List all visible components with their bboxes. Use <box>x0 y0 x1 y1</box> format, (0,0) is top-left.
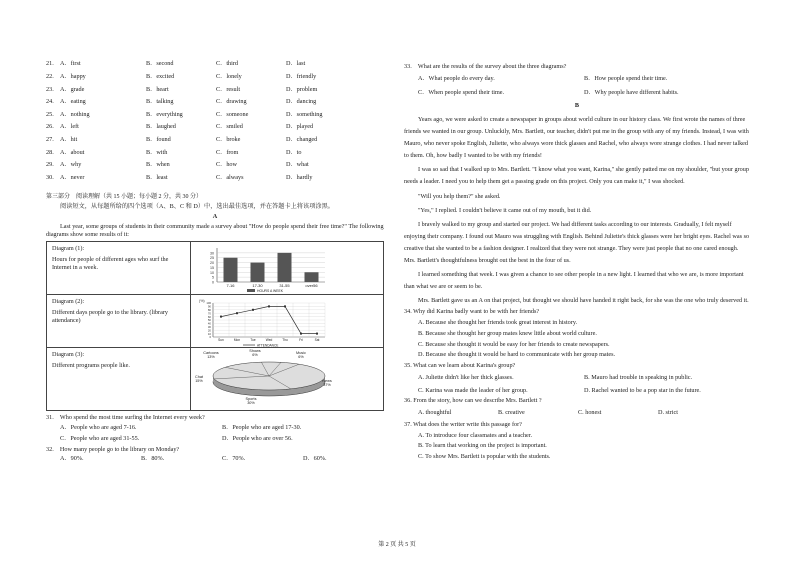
x-tick-label: 31-55 <box>279 283 290 289</box>
passage-paragraph: I learned something that week. I was given a chance to see other people in a new light. I learned that who we are, is more important than what we are or seem to be. <box>404 271 744 291</box>
question-options <box>404 319 750 359</box>
question-text: 32. How many people go to the library on Monday? <box>46 445 180 453</box>
legend-swatch <box>247 289 255 292</box>
bar-chart <box>191 242 383 294</box>
y-tick-label: 80 <box>207 308 211 313</box>
option-c[interactable]: C．drawing <box>216 98 247 106</box>
legend-label: HOURS A WEEK <box>257 289 283 294</box>
question-36 <box>404 397 750 417</box>
option-a[interactable]: A．about <box>60 148 85 156</box>
option-d[interactable]: D．People who are over 56. <box>222 434 293 442</box>
slice-label: News <box>322 379 332 384</box>
option-a[interactable]: A．happy <box>60 73 86 81</box>
option-c[interactable]: C. To show Mrs. Bartlett is popular with the students. <box>418 453 551 461</box>
slice-value: 13% <box>207 355 215 360</box>
right-column <box>404 63 750 464</box>
data-point <box>284 306 286 308</box>
page-footer: 第 2 页 共 5 页 <box>378 541 416 548</box>
x-tick-label: Sat <box>314 338 320 343</box>
option-a[interactable]: A．What people do every day. <box>418 74 495 82</box>
option-d[interactable]: D. Rachel wanted to be a pop star in the future. <box>584 386 701 394</box>
diagram-row-1 <box>47 242 383 295</box>
option-c[interactable]: C．how <box>216 161 237 169</box>
question-number: 26. <box>46 123 54 131</box>
option-a[interactable]: A．90%. <box>60 455 84 463</box>
data-point <box>268 306 270 308</box>
section-instruction: 阅读短文，从每题所给的四个选项（A、B、C 和 D）中，选出最佳选项，并在答题卡上将该项涂黑。 <box>60 203 334 211</box>
passage-paragraph: I bravely walked to my group and started our project. We had different tasks according to our interests. Gradually, I felt myself enjoying their company. I found out Mauro was struggling with English. Behind Juliette's thick glasses were her bright eyes. Rachel was so creative that she wanted to be a fashion designer. I realized that they were not strange. They were just people that no one cared enough. Mrs. Bartlett's thoughtfulness brought out the best in the four of us. <box>404 220 750 265</box>
data-point <box>220 316 222 318</box>
option-b[interactable]: B. Because she thought her group mates knew little about world culture. <box>418 329 597 337</box>
y-tick-label: 70 <box>207 311 211 316</box>
passage-label-a: A <box>212 213 218 221</box>
option-a[interactable]: A. To introduce four classmates and a teacher. <box>418 431 533 439</box>
question-options <box>404 409 750 417</box>
data-point <box>300 333 302 335</box>
diagram-desc: Different days people go to the library. (library attendance) <box>52 309 168 324</box>
option-c[interactable]: C．always <box>216 173 244 181</box>
diagram-row-3 <box>47 348 383 410</box>
question-31 <box>46 414 384 445</box>
option-row <box>46 159 384 172</box>
question-options <box>404 374 750 398</box>
x-tick-label: Mon <box>233 338 241 343</box>
slice-label: Cartoons <box>203 351 219 356</box>
question-options <box>404 432 750 461</box>
y-tick-label: 10 <box>210 271 214 276</box>
bar <box>278 253 292 282</box>
y-tick-label: 15 <box>210 266 214 271</box>
x-tick-label: Fri <box>299 338 303 343</box>
question-number: 23. <box>46 85 54 93</box>
x-tick-label: Tue <box>250 338 256 343</box>
option-b[interactable]: B．second <box>146 60 174 68</box>
x-tick-label: over56 <box>305 283 318 289</box>
option-a[interactable]: A．grade <box>60 85 85 93</box>
option-d[interactable]: D. strict <box>658 409 678 417</box>
diagram-row-2 <box>47 295 383 348</box>
slice-value: 6% <box>298 355 304 360</box>
option-c[interactable]: C．70%. <box>222 455 246 463</box>
option-c[interactable]: C．result <box>216 85 241 93</box>
slice-label: Music <box>296 351 306 356</box>
option-b[interactable]: B．laughed <box>146 123 176 131</box>
option-b[interactable]: B. To learn that working on the project is important. <box>418 442 547 450</box>
y-tick-label: 100 <box>206 301 211 306</box>
option-row <box>46 146 384 159</box>
diagram-title: Diagram (2): <box>52 298 85 306</box>
passage-paragraph: "Will you help them?" she asked. <box>418 192 501 200</box>
question-33 <box>404 63 750 99</box>
legend-label: ATTENDANCE <box>257 343 279 348</box>
question-text: 34. Why did Karina badly want to be with her friends? <box>404 308 540 316</box>
option-row <box>46 83 384 96</box>
y-tick-label: 10 <box>207 332 211 337</box>
option-b[interactable]: B．People who are aged 17-30. <box>222 424 302 432</box>
pie-chart <box>191 348 383 410</box>
question-options <box>46 455 384 466</box>
question-number: 28. <box>46 148 54 156</box>
slice-value: 15% <box>195 379 203 384</box>
option-row <box>46 58 384 71</box>
option-b[interactable]: B．found <box>146 135 171 143</box>
option-a[interactable]: A. Because she thought her friends took great interest in history. <box>418 319 578 327</box>
option-c[interactable]: C．someone <box>216 110 249 118</box>
line-chart <box>191 295 383 347</box>
passage-paragraph: Mrs. Bartlett gave us an A on that project, but thought we should have handed it right back, for she was the one who truly deserved it. <box>418 297 749 305</box>
option-d[interactable]: D．friendly <box>286 73 317 81</box>
question-text: 31. Who spend the most time surfing the Internet every week? <box>46 414 205 422</box>
x-tick-label: Sun <box>218 338 224 343</box>
option-d[interactable]: D．dancing <box>286 98 317 106</box>
section-title: 第三部分 阅读理解（共 15 小题；每小题 2 分，共 30 分） <box>46 193 203 200</box>
diagram-table <box>46 241 384 411</box>
option-b[interactable]: B. creative <box>498 409 525 417</box>
y-tick-label: 50 <box>207 318 211 323</box>
passage-b <box>404 114 750 307</box>
option-a[interactable]: A．People who are aged 7-16. <box>60 424 137 432</box>
x-tick-label: Thu <box>282 338 288 343</box>
option-c[interactable]: C．third <box>216 60 239 68</box>
question-number: 29. <box>46 161 54 169</box>
y-tick-label: 40 <box>207 322 211 327</box>
option-a[interactable]: A．why <box>60 161 82 169</box>
question-text: 37. What does the writer write this passage for? <box>404 420 522 428</box>
slice-label: Chat <box>194 375 204 380</box>
option-d[interactable]: D．changed <box>286 135 318 143</box>
option-row <box>46 121 384 134</box>
question-number: 24. <box>46 98 54 106</box>
y-tick-label: 20 <box>207 328 211 333</box>
y-tick-label: 30 <box>210 251 214 256</box>
data-point <box>316 333 318 335</box>
question-number: 25. <box>46 110 54 118</box>
option-a[interactable]: A．first <box>60 60 81 68</box>
diagram-title: Diagram (3): <box>52 351 85 359</box>
question-number: 22. <box>46 73 54 81</box>
left-column <box>46 58 384 466</box>
option-b[interactable]: B．How people spend their time. <box>584 74 668 82</box>
option-c[interactable]: C．smiled <box>216 123 243 131</box>
question-number: 30. <box>46 173 54 181</box>
option-c[interactable]: C. honest <box>578 409 602 417</box>
diagram-desc: Different programs people like. <box>52 362 130 370</box>
option-c[interactable]: C．broke <box>216 135 241 143</box>
question-number: 21. <box>46 60 54 68</box>
data-point <box>236 313 238 315</box>
option-c[interactable]: C．lonely <box>216 73 242 81</box>
question-text: 36. From the story, how can we describe Mrs. Bartlett ? <box>404 397 542 405</box>
data-point <box>252 309 254 311</box>
option-c[interactable]: C. Karina was made the leader of her group. <box>418 386 528 394</box>
passage-a-intro: Last year, some groups of students in their community made a survey about "How do people spend their free time?" The following diagrams show some results of it: <box>46 222 384 238</box>
passage-label-b: B <box>574 102 580 110</box>
diagram-title: Diagram (1): <box>52 245 85 253</box>
bar <box>305 273 319 283</box>
question-options <box>404 75 750 100</box>
pie-chart-svg <box>191 348 383 409</box>
slice-label: Sports <box>245 397 257 402</box>
question-37 <box>404 421 750 461</box>
y-tick-label: 0 <box>212 280 214 285</box>
line-chart-svg <box>191 295 383 347</box>
option-c[interactable]: C．from <box>216 148 239 156</box>
option-c[interactable]: C. Because she thought it would be easy for her friends to create newspapers. <box>418 340 610 348</box>
option-b[interactable]: B．everything <box>146 110 183 118</box>
option-b[interactable]: B．heart <box>146 85 169 93</box>
option-a[interactable]: A. thoughtful <box>418 409 452 417</box>
option-row <box>46 96 384 109</box>
slice-value: 6% <box>252 353 258 358</box>
option-d[interactable]: D．played <box>286 123 314 131</box>
diagram-label <box>47 295 191 347</box>
option-a[interactable]: A．hit <box>60 135 78 143</box>
option-d[interactable]: D．something <box>286 110 323 118</box>
question-text: 33. What are the results of the survey about the three diagrams? <box>404 63 567 70</box>
y-axis-label: (%) <box>199 299 205 304</box>
option-d[interactable]: D. Because she thought it would be hard to communicate with her group mates. <box>418 351 616 359</box>
option-b[interactable]: B．excited <box>146 73 175 81</box>
option-row <box>46 71 384 84</box>
question-34 <box>404 308 750 359</box>
slice-label: Shows <box>249 349 261 354</box>
option-d[interactable]: D．Why people have different habits. <box>584 88 679 96</box>
option-a[interactable]: A．never <box>60 173 85 181</box>
x-tick-label: 7-16 <box>226 283 235 289</box>
question-text: 35. What can we learn about Karina's group? <box>404 362 516 370</box>
bar <box>251 263 265 282</box>
diagram-label <box>47 242 191 294</box>
option-row <box>46 108 384 121</box>
option-b[interactable]: B．with <box>146 148 168 156</box>
y-tick-label: 90 <box>207 305 211 310</box>
passage-paragraph: Years ago, we were asked to create a newspaper in groups about world culture in our history class. We first wrote the names of three friends we wanted in our group. Unluckily, Mrs. Bartlett, our teacher, didn't put me in the group with any of my friends. Instead, I was with Mauro, who never spoke English, Juliette, who always wore thick glasses and Rachel, who always wore strange clothes. I had never talked to them. Oh, how badly I wanted to be with my friends! <box>404 116 749 160</box>
option-b[interactable]: B．least <box>146 173 168 181</box>
question-32 <box>46 446 384 467</box>
options-grid <box>46 58 384 184</box>
option-b[interactable]: B．80%. <box>141 455 165 463</box>
option-a[interactable]: A．eating <box>60 98 86 106</box>
diagram-desc: Hours for people of different ages who surf the Internet in a week. <box>52 256 169 271</box>
question-35 <box>404 362 750 397</box>
y-tick-label: 5 <box>212 276 214 281</box>
option-row <box>46 134 384 147</box>
option-d[interactable]: D．what <box>286 161 309 169</box>
option-d[interactable]: D．last <box>286 60 306 68</box>
x-tick-label: 17-30 <box>252 283 263 289</box>
slice-value: 37% <box>323 383 331 388</box>
y-tick-label: 25 <box>210 256 214 261</box>
y-tick-label: 60 <box>207 315 211 320</box>
option-b[interactable]: B. Mauro had trouble in speaking in public. <box>584 373 693 381</box>
option-b[interactable]: B．talking <box>146 98 174 106</box>
option-a[interactable]: A．left <box>60 123 79 131</box>
diagram-label <box>47 348 191 410</box>
question-number: 27. <box>46 135 54 143</box>
option-a[interactable]: A. Juliette didn't like her thick glasses. <box>418 373 514 381</box>
option-row <box>46 171 384 184</box>
y-tick-label: 0 <box>209 335 211 340</box>
option-c[interactable]: C．People who are aged 31-55. <box>60 434 140 442</box>
option-c[interactable]: C．When people spend their time. <box>418 88 505 96</box>
y-tick-label: 20 <box>210 261 214 266</box>
passage-paragraph: I was so sad that I walked up to Mrs. Bartlett. "I know what you want, Karina," she gently patted me on my shoulder, "but your group needs a leader. I need you to help them get a passing grade on this project. Only you can make it," I was shocked. <box>404 166 749 186</box>
x-tick-label: Wed <box>265 338 273 343</box>
question-options <box>46 424 384 446</box>
bar-chart-svg <box>191 242 383 294</box>
option-d[interactable]: D．hardly <box>286 173 313 181</box>
option-d[interactable]: D．problem <box>286 85 318 93</box>
y-tick-label: 30 <box>207 325 211 330</box>
option-d[interactable]: D．60%. <box>303 455 327 463</box>
passage-paragraph: "Yes," I replied. I couldn't believe it came out of my mouth, but it did. <box>418 206 592 214</box>
bar <box>224 258 238 282</box>
slice-value: 30% <box>247 401 255 406</box>
option-d[interactable]: D．to <box>286 148 302 156</box>
option-a[interactable]: A．nothing <box>60 110 90 118</box>
option-b[interactable]: B．when <box>146 161 170 169</box>
